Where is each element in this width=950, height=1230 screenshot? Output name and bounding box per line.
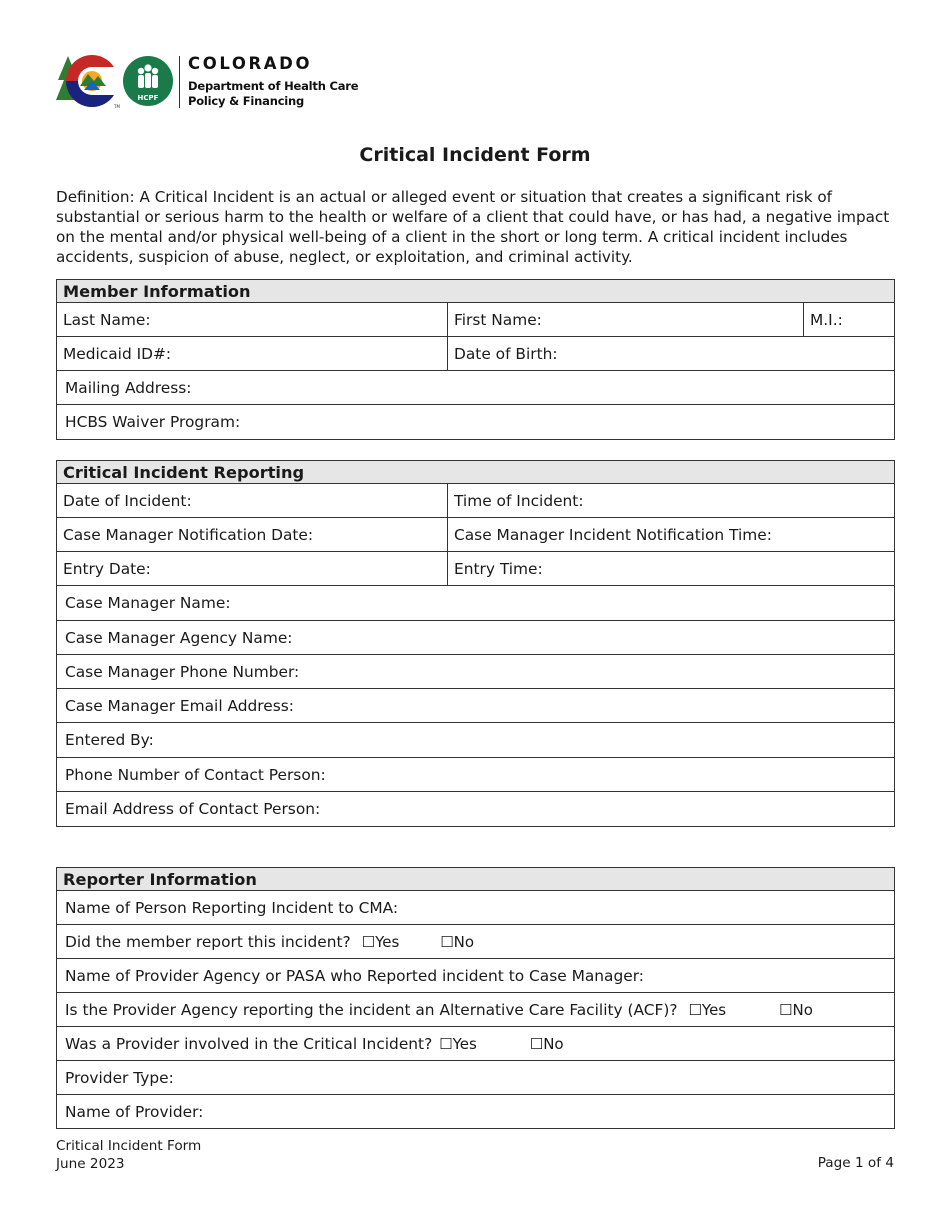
no-label: No: [453, 932, 475, 951]
checkbox-glyph: ☐: [361, 932, 376, 951]
reporting-person-field[interactable]: Name of Person Reporting Incident to CMA:: [57, 891, 895, 925]
provider-involved-row: [57, 1027, 895, 1061]
checkbox-glyph: ☐: [529, 1034, 544, 1053]
date-of-incident-field[interactable]: Date of Incident:: [57, 484, 448, 518]
checkbox-glyph: ☐: [440, 932, 454, 951]
logo-tm-mark: TM: [114, 104, 120, 109]
contact-phone-field[interactable]: Phone Number of Contact Person:: [57, 758, 895, 792]
cm-notification-date-field[interactable]: Case Manager Notification Date:: [57, 518, 448, 552]
yes-label: Yes: [452, 1034, 477, 1053]
provider-type-field[interactable]: Provider Type:: [57, 1061, 895, 1095]
member-reported-yes-checkbox[interactable]: [362, 933, 400, 951]
member-information-table: [56, 279, 895, 440]
last-name-field[interactable]: Last Name:: [57, 303, 448, 337]
checkbox-glyph: ☐: [688, 1000, 702, 1019]
cm-notification-time-field[interactable]: Case Manager Incident Notification Time:: [448, 518, 895, 552]
entered-by-field[interactable]: Entered By:: [57, 723, 895, 758]
form-title: Critical Incident Form: [359, 144, 591, 166]
checkbox-glyph: ☐: [779, 1000, 793, 1019]
entry-date-field[interactable]: Entry Date:: [57, 552, 448, 586]
medicaid-id-field[interactable]: Medicaid ID#:: [57, 337, 448, 371]
cm-phone-field[interactable]: Case Manager Phone Number:: [57, 655, 895, 689]
acf-no-checkbox[interactable]: [779, 1001, 813, 1019]
definition-text: Definition: A Critical Incident is an actual or alleged event or situation that creates a significant risk of substantial or serious harm to the health or welfare of a client that could have, or has had, a negative impact on the mental and/or physical well-being of a client in the short or long term. A critical incident includes accidents, suspicion of abuse, neglect, or exploitation, and criminal activity.: [56, 188, 890, 266]
yes-label: Yes: [375, 932, 400, 951]
provider-name-field[interactable]: Name of Provider:: [57, 1095, 895, 1129]
hcpf-logo: [56, 54, 376, 112]
provider-involved-question: Was a Provider involved in the Critical Incident?: [65, 1034, 433, 1053]
acf-question: Is the Provider Agency reporting the incident an Alternative Care Facility (ACF)?: [65, 1000, 678, 1019]
footer-page-number: Page 1 of 4: [817, 1155, 894, 1171]
no-label: No: [792, 1000, 813, 1019]
cm-name-field[interactable]: Case Manager Name:: [57, 586, 895, 621]
cm-email-field[interactable]: Case Manager Email Address:: [57, 689, 895, 723]
checkbox-glyph: ☐: [439, 1034, 453, 1053]
incident-reporting-heading: Critical Incident Reporting: [57, 461, 895, 484]
middle-initial-field[interactable]: M.I.:: [804, 303, 895, 337]
provider-involved-no-checkbox[interactable]: [530, 1035, 564, 1053]
contact-email-field[interactable]: Email Address of Contact Person:: [57, 792, 895, 827]
logo-dept-line2: Policy & Financing: [188, 94, 305, 108]
logo-dept-line1: Department of Health Care: [188, 79, 359, 93]
provider-agency-name-field[interactable]: Name of Provider Agency or PASA who Reported incident to Case Manager:: [57, 959, 895, 993]
acf-row: [57, 993, 895, 1027]
no-label: No: [543, 1034, 564, 1053]
logo-badge-text: HCPF: [137, 94, 159, 102]
member-reported-no-checkbox[interactable]: [440, 933, 474, 951]
acf-yes-checkbox[interactable]: [688, 1001, 726, 1019]
member-reported-question: Did the member report this incident?: [65, 932, 351, 951]
first-name-field[interactable]: First Name:: [448, 303, 804, 337]
footer-form-name: Critical Incident Form: [56, 1138, 202, 1154]
member-reported-row: [57, 925, 895, 959]
reporter-information-table: [56, 867, 895, 1129]
yes-label: Yes: [701, 1000, 727, 1019]
footer-left: [56, 1137, 201, 1173]
logo-department-name: [188, 79, 358, 109]
mailing-address-field[interactable]: Mailing Address:: [57, 371, 895, 405]
entry-time-field[interactable]: Entry Time:: [448, 552, 895, 586]
logo-divider: [179, 56, 180, 108]
colorado-logo-icon: [56, 54, 174, 110]
logo-state-name: COLORADO: [188, 54, 313, 73]
date-of-birth-field[interactable]: Date of Birth:: [448, 337, 895, 371]
member-information-heading: Member Information: [57, 280, 895, 303]
incident-reporting-table: [56, 460, 895, 827]
provider-involved-yes-checkbox[interactable]: [439, 1035, 477, 1053]
time-of-incident-field[interactable]: Time of Incident:: [448, 484, 895, 518]
hcbs-waiver-program-field[interactable]: HCBS Waiver Program:: [57, 405, 895, 440]
reporter-information-heading: Reporter Information: [57, 868, 895, 891]
footer-date: June 2023: [56, 1156, 125, 1172]
cm-agency-field[interactable]: Case Manager Agency Name:: [57, 621, 895, 655]
